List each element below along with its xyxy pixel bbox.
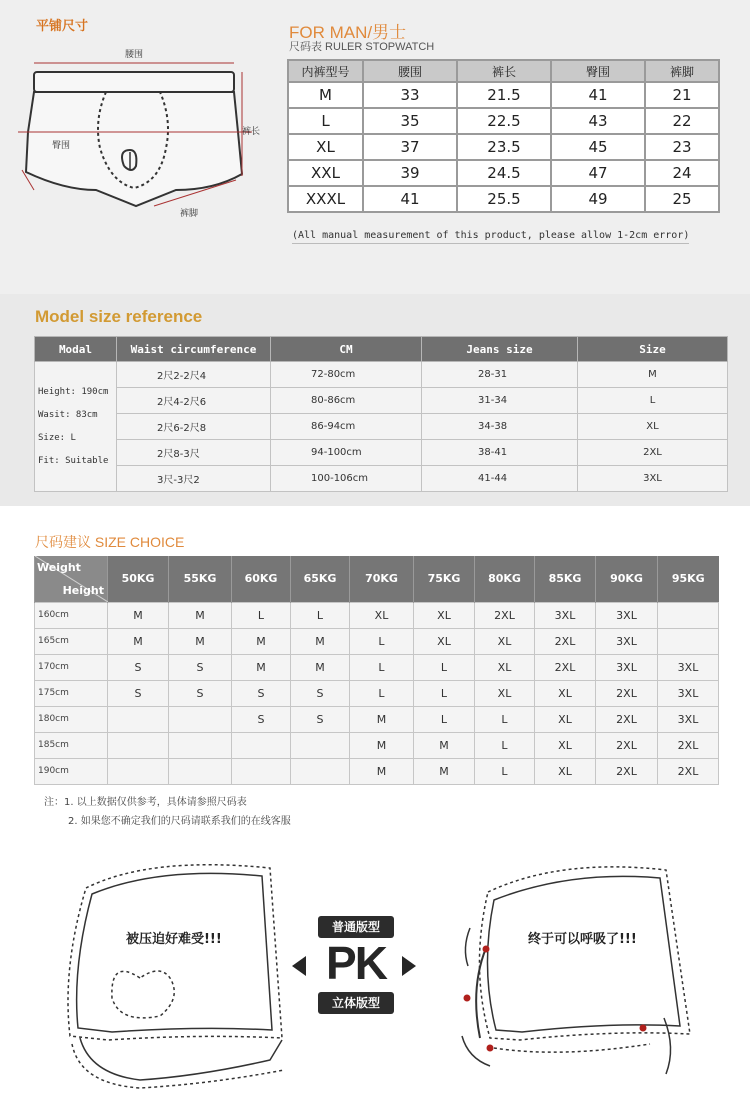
size-chart-row bbox=[289, 135, 718, 159]
size-choice-cell: XL bbox=[414, 628, 475, 654]
size-choice-cell: 3XL bbox=[596, 654, 658, 680]
size-chart-cell: 22 bbox=[646, 109, 718, 133]
size-chart-table bbox=[287, 59, 720, 213]
model-cell: 31-34 bbox=[422, 388, 578, 414]
size-choice-cell: L bbox=[414, 654, 475, 680]
model-header-row bbox=[35, 337, 728, 362]
weight-column-header: 75KG bbox=[414, 556, 475, 602]
col-model: 内裤型号 bbox=[289, 61, 362, 81]
model-row bbox=[35, 388, 728, 414]
size-choice-cell: M bbox=[169, 628, 232, 654]
model-size-table bbox=[34, 336, 728, 492]
weight-column-header: 85KG bbox=[535, 556, 596, 602]
size-choice-table bbox=[34, 556, 719, 785]
weight-column-header: 65KG bbox=[291, 556, 350, 602]
size-choice-cell: 2XL bbox=[535, 628, 596, 654]
size-choice-cell: L bbox=[291, 602, 350, 628]
size-choice-cell: 3XL bbox=[658, 654, 719, 680]
height-cell: 190cm bbox=[35, 758, 108, 784]
size-choice-cell: L bbox=[414, 680, 475, 706]
size-choice-cell: L bbox=[232, 602, 291, 628]
size-chart-cell: 45 bbox=[552, 135, 644, 159]
size-choice-cell: 3XL bbox=[535, 602, 596, 628]
size-choice-cell: M bbox=[232, 628, 291, 654]
height-cell: 185cm bbox=[35, 732, 108, 758]
size-choice-cell: XL bbox=[475, 654, 535, 680]
size-chart-cell: 49 bbox=[552, 187, 644, 211]
size-choice-cell: M bbox=[350, 706, 414, 732]
size-chart-cell: 21 bbox=[646, 83, 718, 107]
size-choice-cell bbox=[291, 758, 350, 784]
size-choice-cell: M bbox=[291, 654, 350, 680]
size-choice-cell: L bbox=[475, 758, 535, 784]
size-chart-cell: XL bbox=[289, 135, 362, 159]
weight-column-header: 80KG bbox=[475, 556, 535, 602]
size-choice-cell bbox=[291, 732, 350, 758]
size-choice-cell: 2XL bbox=[596, 758, 658, 784]
3d-fit-label: 立体版型 bbox=[318, 992, 394, 1014]
size-choice-cell: 2XL bbox=[596, 680, 658, 706]
weight-height-corner bbox=[35, 556, 108, 602]
model-info-line: Wasit: 83cm bbox=[38, 409, 98, 420]
size-choice-cell: 3XL bbox=[596, 628, 658, 654]
flat-size-section bbox=[0, 0, 750, 294]
size-choice-cell bbox=[658, 602, 719, 628]
for-man-title: FOR MAN/男士 bbox=[289, 23, 407, 42]
size-choice-cell: XL bbox=[350, 602, 414, 628]
col-cm: CM bbox=[271, 337, 422, 362]
size-choice-cell: S bbox=[232, 706, 291, 732]
size-choice-cell: 3XL bbox=[658, 680, 719, 706]
size-choice-cell bbox=[658, 628, 719, 654]
size-choice-cell: L bbox=[350, 628, 414, 654]
arrow-right-icon bbox=[402, 956, 416, 976]
size-chart-cell: 41 bbox=[364, 187, 456, 211]
size-chart-cell: 25 bbox=[646, 187, 718, 211]
flat-size-title: 平铺尺寸 bbox=[36, 19, 89, 34]
size-choice-row bbox=[35, 732, 719, 758]
model-cell: 86-94cm bbox=[271, 414, 422, 440]
size-chart-cell: 37 bbox=[364, 135, 456, 159]
size-choice-cell: S bbox=[232, 680, 291, 706]
model-cell: 3尺-3尺2 bbox=[117, 466, 271, 492]
size-notes bbox=[44, 793, 291, 831]
size-choice-cell: S bbox=[108, 654, 169, 680]
size-choice-cell: XL bbox=[535, 758, 596, 784]
corner-height-label: Height bbox=[62, 583, 104, 597]
model-info-cell bbox=[35, 362, 117, 492]
underwear-diagram bbox=[14, 40, 276, 230]
size-choice-cell bbox=[108, 732, 169, 758]
size-chart-cell: 24 bbox=[646, 161, 718, 185]
size-choice-cell: M bbox=[169, 602, 232, 628]
size-choice-cell: XL bbox=[475, 628, 535, 654]
size-chart-row bbox=[289, 161, 718, 185]
size-chart-cell: 23.5 bbox=[458, 135, 550, 159]
size-choice-cell: S bbox=[291, 706, 350, 732]
size-choice-cell bbox=[232, 758, 291, 784]
size-choice-row bbox=[35, 758, 719, 784]
weight-column-header: 70KG bbox=[350, 556, 414, 602]
size-chart-row bbox=[289, 109, 718, 133]
size-choice-cell: XL bbox=[535, 680, 596, 706]
regular-fit-caption: 被压迫好难受!!! bbox=[126, 932, 222, 947]
size-chart-cell: 21.5 bbox=[458, 83, 550, 107]
weight-column-header: 55KG bbox=[169, 556, 232, 602]
size-chart-cell: XXXL bbox=[289, 187, 362, 211]
model-row bbox=[35, 466, 728, 492]
size-chart-cell: L bbox=[289, 109, 362, 133]
model-cell: 72-80cm bbox=[271, 362, 422, 388]
size-choice-cell: 3XL bbox=[658, 706, 719, 732]
size-choice-cell: L bbox=[350, 654, 414, 680]
size-choice-cell: M bbox=[108, 628, 169, 654]
size-choice-row bbox=[35, 706, 719, 732]
size-choice-cell: 2XL bbox=[475, 602, 535, 628]
size-choice-cell: 2XL bbox=[535, 654, 596, 680]
size-choice-header-row bbox=[35, 556, 719, 602]
pk-label: PK bbox=[326, 937, 386, 989]
ruler-subtitle: 尺码表 RULER STOPWATCH bbox=[289, 41, 435, 53]
height-cell: 175cm bbox=[35, 680, 108, 706]
model-row bbox=[35, 362, 728, 388]
weight-column-header: 60KG bbox=[232, 556, 291, 602]
model-cell: 38-41 bbox=[422, 440, 578, 466]
height-cell: 180cm bbox=[35, 706, 108, 732]
size-choice-title: 尺码建议 SIZE CHOICE bbox=[35, 534, 185, 550]
size-chart-cell: 24.5 bbox=[458, 161, 550, 185]
size-choice-cell: L bbox=[475, 732, 535, 758]
size-choice-cell: S bbox=[169, 680, 232, 706]
size-choice-cell: S bbox=[108, 680, 169, 706]
size-choice-cell: XL bbox=[535, 706, 596, 732]
brief-outline-illustration bbox=[14, 40, 276, 230]
note-2: 2. 如果您不确定我们的尺码请联系我们的在线客服 bbox=[68, 816, 291, 827]
size-chart-cell: 25.5 bbox=[458, 187, 550, 211]
size-choice-cell: S bbox=[291, 680, 350, 706]
size-chart-cell: 22.5 bbox=[458, 109, 550, 133]
col-leg: 裤脚 bbox=[646, 61, 718, 81]
col-waist: 腰围 bbox=[364, 61, 456, 81]
corner-weight-label: Weight bbox=[37, 561, 81, 574]
size-chart-row bbox=[289, 187, 718, 211]
weight-column-header: 50KG bbox=[108, 556, 169, 602]
col-hip: 臀围 bbox=[552, 61, 644, 81]
model-size-section bbox=[0, 294, 750, 506]
model-cell: 3XL bbox=[578, 466, 728, 492]
size-choice-cell: L bbox=[414, 706, 475, 732]
size-choice-cell: M bbox=[414, 758, 475, 784]
size-chart-row bbox=[289, 83, 718, 107]
height-cell: 165cm bbox=[35, 628, 108, 654]
height-cell: 170cm bbox=[35, 654, 108, 680]
model-cell: 2XL bbox=[578, 440, 728, 466]
model-info-line: Fit: Suitable bbox=[38, 455, 109, 466]
regular-fit-label: 普通版型 bbox=[318, 916, 394, 938]
comparison-section bbox=[0, 848, 750, 1107]
size-choice-cell: XL bbox=[535, 732, 596, 758]
model-info-line: Height: 190cm bbox=[38, 386, 109, 397]
size-choice-cell: 3XL bbox=[596, 602, 658, 628]
size-choice-cell bbox=[108, 758, 169, 784]
size-choice-cell: S bbox=[169, 654, 232, 680]
arrow-left-icon bbox=[292, 956, 306, 976]
model-cell: 2尺2-2尺4 bbox=[117, 362, 271, 388]
size-choice-cell: 2XL bbox=[658, 732, 719, 758]
model-size-title: Model size reference bbox=[35, 307, 203, 326]
weight-column-header: 95KG bbox=[658, 556, 719, 602]
size-chart-cell: 33 bbox=[364, 83, 456, 107]
model-cell: 41-44 bbox=[422, 466, 578, 492]
col-length: 裤长 bbox=[458, 61, 550, 81]
size-chart-cell: M bbox=[289, 83, 362, 107]
model-row bbox=[35, 440, 728, 466]
col-modal: Modal bbox=[35, 337, 117, 362]
size-choice-cell: 2XL bbox=[596, 732, 658, 758]
col-size: Size bbox=[578, 337, 728, 362]
size-chart-cell: 35 bbox=[364, 109, 456, 133]
model-cell: 100-106cm bbox=[271, 466, 422, 492]
size-choice-cell: L bbox=[350, 680, 414, 706]
weight-column-header: 90KG bbox=[596, 556, 658, 602]
size-choice-cell bbox=[232, 732, 291, 758]
model-info-line: Size: L bbox=[38, 432, 76, 443]
model-cell: 94-100cm bbox=[271, 440, 422, 466]
size-choice-row bbox=[35, 654, 719, 680]
size-chart-cell: 43 bbox=[552, 109, 644, 133]
model-cell: 34-38 bbox=[422, 414, 578, 440]
size-choice-cell: M bbox=[350, 758, 414, 784]
size-chart-header-row bbox=[289, 61, 718, 81]
size-choice-cell: M bbox=[350, 732, 414, 758]
size-chart-cell: 47 bbox=[552, 161, 644, 185]
size-choice-cell bbox=[169, 732, 232, 758]
model-cell: M bbox=[578, 362, 728, 388]
size-choice-cell: XL bbox=[414, 602, 475, 628]
size-choice-cell bbox=[169, 706, 232, 732]
model-row bbox=[35, 414, 728, 440]
hip-label: 臀围 bbox=[52, 141, 71, 151]
size-choice-cell: 2XL bbox=[658, 758, 719, 784]
size-choice-cell: 2XL bbox=[596, 706, 658, 732]
size-chart-cell: 39 bbox=[364, 161, 456, 185]
size-chart-cell: XXL bbox=[289, 161, 362, 185]
leg-label: 裤脚 bbox=[180, 209, 199, 219]
col-waist-circumference: Waist circumference bbox=[117, 337, 271, 362]
waist-label: 腰围 bbox=[125, 50, 144, 60]
model-cell: 2尺8-3尺 bbox=[117, 440, 271, 466]
size-choice-row bbox=[35, 680, 719, 706]
note-1: 注：1. 以上数据仅供参考，具体请参照尺码表 bbox=[44, 797, 247, 808]
measurement-note: (All manual measurement of this product, please allow 1-2cm error) bbox=[292, 230, 689, 244]
size-chart-cell: 41 bbox=[552, 83, 644, 107]
size-choice-cell: XL bbox=[475, 680, 535, 706]
model-cell: 28-31 bbox=[422, 362, 578, 388]
size-choice-cell: M bbox=[414, 732, 475, 758]
model-cell: 2尺4-2尺6 bbox=[117, 388, 271, 414]
model-cell: 2尺6-2尺8 bbox=[117, 414, 271, 440]
3d-fit-caption: 终于可以呼吸了!!! bbox=[528, 932, 637, 947]
model-cell: XL bbox=[578, 414, 728, 440]
size-choice-row bbox=[35, 628, 719, 654]
model-cell: 80-86cm bbox=[271, 388, 422, 414]
size-chart-cell: 23 bbox=[646, 135, 718, 159]
col-jeans-size: Jeans size bbox=[422, 337, 578, 362]
size-choice-cell bbox=[108, 706, 169, 732]
size-choice-cell: M bbox=[291, 628, 350, 654]
model-cell: L bbox=[578, 388, 728, 414]
height-cell: 160cm bbox=[35, 602, 108, 628]
size-choice-cell bbox=[169, 758, 232, 784]
size-choice-row bbox=[35, 602, 719, 628]
size-choice-cell: L bbox=[475, 706, 535, 732]
size-choice-cell: M bbox=[232, 654, 291, 680]
size-choice-cell: M bbox=[108, 602, 169, 628]
length-label: 裤长 bbox=[242, 127, 261, 137]
